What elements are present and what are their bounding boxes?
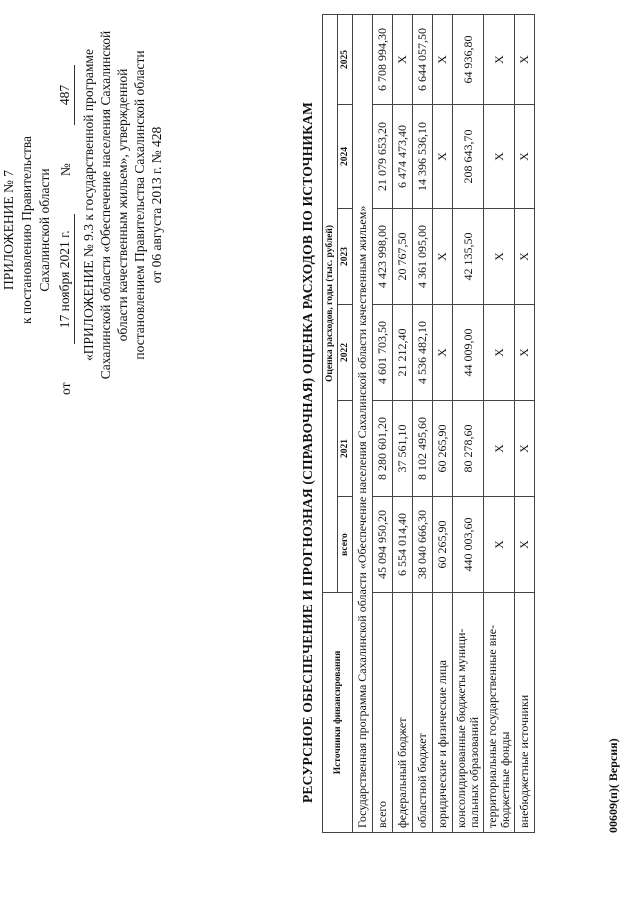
table-cell: 4 423 998,00 — [373, 209, 393, 305]
table-cell: 44 009,00 — [453, 305, 484, 401]
table-cell: 38 040 666,30 — [413, 497, 433, 593]
appendix-block — [0, 65, 75, 395]
table-cell: Х — [484, 305, 515, 401]
program-name: Государственная программа Сахалинской области «Обеспечение населения Сахалинской области качественным жильем» — [353, 14, 373, 832]
table-cell: 42 135,50 — [453, 209, 484, 305]
table-cell: Х — [433, 209, 453, 305]
table-cell: 8 280 601,20 — [373, 401, 393, 497]
row-label: внебюджетные источники — [515, 593, 535, 833]
table-cell: Х — [484, 14, 515, 104]
table-cell: Х — [433, 14, 453, 104]
column-header: 2024 — [338, 105, 353, 209]
row-label: федеральный бюджет — [393, 593, 413, 833]
program-row — [353, 14, 373, 832]
table-cell: 37 561,10 — [393, 401, 413, 497]
table-cell: 45 094 950,20 — [373, 497, 393, 593]
appendix-2-block — [80, 25, 165, 385]
appendix-number-label: № — [58, 163, 73, 177]
appendix-2-line-5: Сахалинской области — [132, 50, 147, 174]
table-cell: Х — [393, 14, 413, 104]
table-row — [453, 14, 484, 832]
table-cell: 60 265,90 — [433, 497, 453, 593]
table-cell: Х — [484, 209, 515, 305]
table-cell: 64 936,80 — [453, 14, 484, 104]
table-cell: 6 474 473,40 — [393, 105, 413, 209]
appendix-2-date-line — [148, 25, 165, 385]
table-row — [515, 14, 535, 832]
table-cell: Х — [515, 105, 535, 209]
appendix-from-label: от — [58, 382, 73, 395]
table-cell: 20 767,50 — [393, 209, 413, 305]
column-header: всего — [338, 497, 353, 593]
table-row — [484, 14, 515, 832]
table-cell: 440 003,60 — [453, 497, 484, 593]
source-header: Источники финансирования — [323, 593, 353, 833]
appendix-date: 17 ноября 2021 г. — [56, 214, 75, 344]
appendix-date-line — [56, 65, 75, 395]
table-header-row-1 — [323, 14, 338, 832]
table-cell: 80 278,60 — [453, 401, 484, 497]
table-cell: 6 708 994,30 — [373, 14, 393, 104]
appendix-line-2: Сахалинской области — [37, 168, 52, 292]
table-cell: Х — [515, 497, 535, 593]
table-cell: 4 361 095,00 — [413, 209, 433, 305]
appendix-2-line-2: области «Обеспечение населения — [98, 108, 113, 302]
column-header: 2022 — [338, 305, 353, 401]
document-footer-code: 00609(п)( Версия) — [606, 738, 620, 833]
table-cell: Х — [484, 401, 515, 497]
row-label: областной бюджет — [413, 593, 433, 833]
table-cell: 14 396 536,10 — [413, 105, 433, 209]
appendix-2-number: 428 — [149, 126, 164, 148]
table-cell: Х — [515, 14, 535, 104]
table-cell: 4 601 703,50 — [373, 305, 393, 401]
row-label: консолидированные бюджеты муници-пальных образований — [453, 593, 484, 833]
table-cell: Х — [433, 105, 453, 209]
appendix-2-date: 06 августа 2013 г. — [149, 166, 164, 268]
appendix-2-title: «ПРИЛОЖЕНИЕ № 9.3 — [81, 224, 96, 361]
appendix-number: 487 — [56, 65, 75, 125]
row-label: юридические и физические лица — [433, 593, 453, 833]
appendix-2-line-3: Сахалинской области качественным жильем», — [98, 30, 130, 342]
appendix-2-line-4: утвержденной постановлением Правительства — [115, 68, 147, 360]
table-cell: 21 212,40 — [393, 305, 413, 401]
table-cell: 208 643,70 — [453, 105, 484, 209]
column-header: 2025 — [338, 14, 353, 104]
table-cell: Х — [433, 305, 453, 401]
table-cell: 60 265,90 — [433, 401, 453, 497]
table-cell: Х — [484, 497, 515, 593]
appendix-2-from-label: от — [149, 270, 164, 284]
document-title: РЕСУРСНОЕ ОБЕСПЕЧЕНИЕ И ПРОГНОЗНАЯ (СПРАВОЧНАЯ) ОЦЕНКА РАСХОДОВ ПО ИСТОЧНИКАМ — [300, 101, 315, 804]
table-row — [433, 14, 453, 832]
table-cell: Х — [515, 209, 535, 305]
appendix-2-line-1: к государственной программе Сахалинской — [81, 49, 113, 380]
table-cell: 6 644 057,50 — [413, 14, 433, 104]
row-label: всего — [373, 593, 393, 833]
row-label: территориальные государственные вне-бюджетные фонды — [484, 593, 515, 833]
table-cell: 6 554 014,40 — [393, 497, 413, 593]
table-row — [393, 14, 413, 832]
funding-table — [322, 14, 535, 833]
column-header: 2021 — [338, 401, 353, 497]
table-cell: Х — [515, 401, 535, 497]
table-row — [413, 14, 433, 832]
appendix-2-number-label: № — [149, 150, 164, 164]
appendix-title: ПРИЛОЖЕНИЕ № 7 — [1, 169, 16, 291]
table-cell: 21 079 653,20 — [373, 105, 393, 209]
column-header: 2023 — [338, 209, 353, 305]
estimate-header: Оценка расходов, годы (тыс. рублей) — [323, 14, 338, 592]
table-cell: Х — [484, 105, 515, 209]
table-row — [373, 14, 393, 832]
table-cell: Х — [515, 305, 535, 401]
table-cell: 8 102 495,60 — [413, 401, 433, 497]
table-cell: 4 536 482,10 — [413, 305, 433, 401]
appendix-line-1: к постановлению Правительства — [19, 135, 34, 325]
